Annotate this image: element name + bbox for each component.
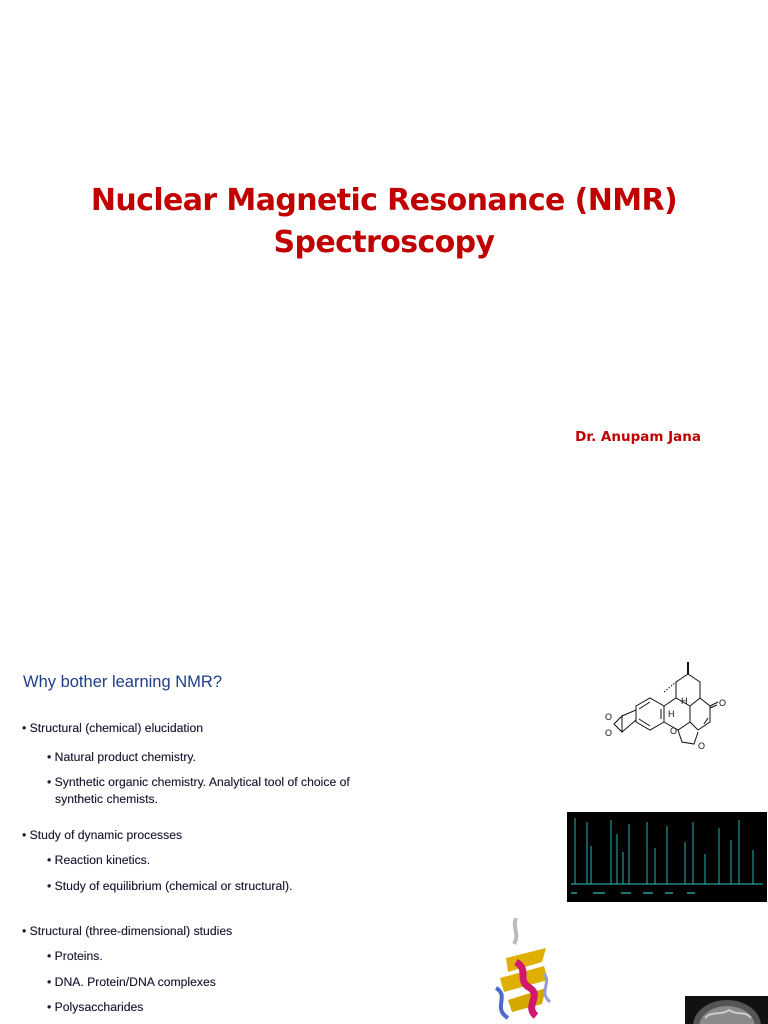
title-line-2: Spectroscopy: [273, 225, 495, 260]
mri-scan-image: [685, 996, 768, 1024]
molecule-label-o1: O: [605, 712, 613, 722]
bullet-synthetic-organic: • Synthetic organic chemistry. Analytical tool of choice of: [47, 775, 350, 789]
bullet-dynamic-processes: • Study of dynamic processes: [22, 828, 183, 842]
bullet-equilibrium: • Study of equilibrium (chemical or structural).: [47, 879, 293, 893]
bullet-synthetic-organic-cont: synthetic chemists.: [55, 792, 158, 806]
molecule-label-h-top: H: [681, 696, 688, 706]
slide-title: [0, 180, 768, 264]
bullet-proteins: • Proteins.: [47, 949, 103, 963]
molecule-label-o3: O: [670, 726, 678, 736]
molecule-label-o4: O: [719, 698, 727, 708]
molecule-label-o2: O: [605, 728, 613, 738]
title-line-1: Nuclear Magnetic Resonance (NMR): [90, 183, 678, 218]
bullet-dna: • DNA. Protein/DNA complexes: [47, 975, 216, 989]
bullet-natural-product: • Natural product chemistry.: [47, 750, 196, 764]
bullet-structural-elucidation: • Structural (chemical) elucidation: [22, 721, 204, 735]
molecule-structure-image: [598, 654, 728, 754]
content-slide: [0, 620, 768, 1024]
slide-heading: Why bother learning NMR?: [23, 673, 222, 691]
protein-structure-image: [486, 918, 566, 1024]
molecule-label-h-bottom: H: [668, 709, 675, 719]
bullet-reaction-kinetics: • Reaction kinetics.: [47, 853, 151, 867]
bullet-structural-3d: • Structural (three-dimensional) studies: [22, 924, 233, 938]
author-name: Dr. Anupam Jana: [575, 429, 701, 445]
bullet-polysaccharides: • Polysaccharides: [47, 1000, 144, 1014]
nmr-spectrum-image: [567, 812, 767, 902]
molecule-label-o5: O: [698, 741, 706, 751]
